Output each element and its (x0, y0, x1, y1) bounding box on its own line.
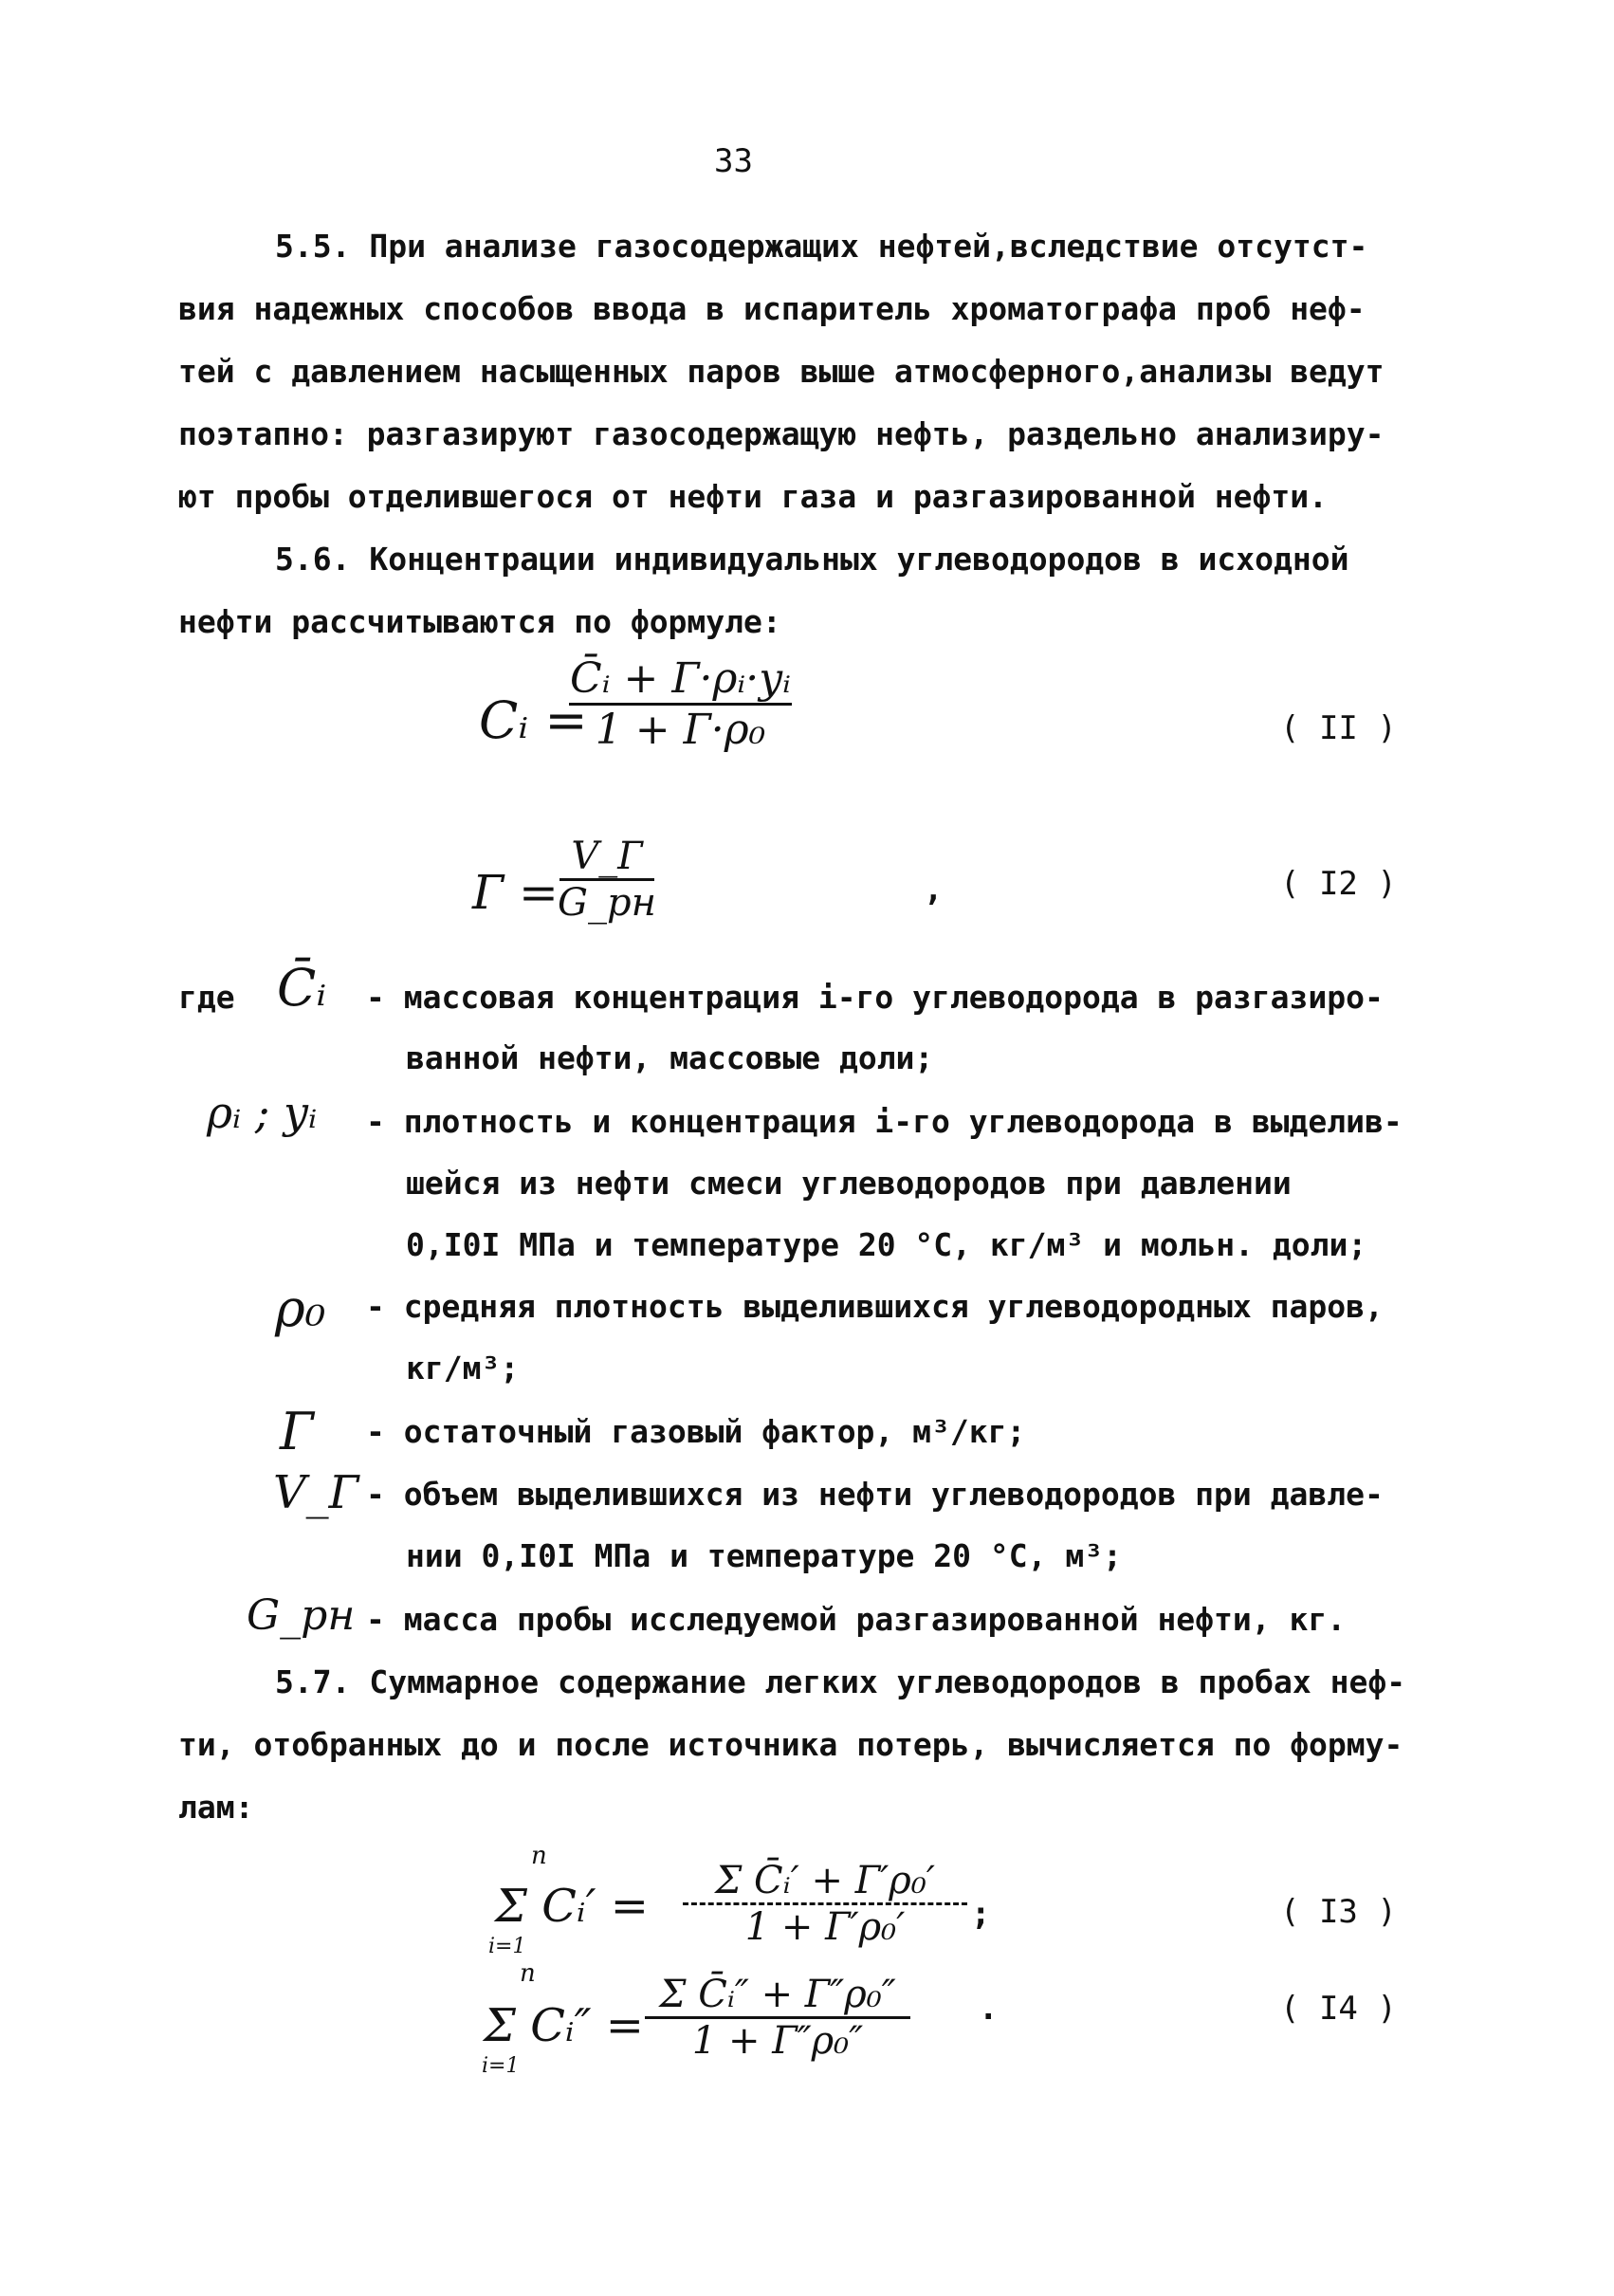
text-line: 5.5. При анализе газосодержащих нефтей,вследствие отсутст- (275, 228, 1368, 265)
formula-13-numerator: Σ C̄ᵢ′ + Г′ρ₀′ (715, 1859, 935, 1902)
formula-11-number: ( II ) (1280, 709, 1397, 747)
formula-11-denominator: 1 + Г·ρ₀ (595, 706, 766, 754)
text-line: 5.6. Концентрации индивидуальных углеводородов в исходной (275, 541, 1349, 578)
definition-symbol: ρᵢ ; yᵢ (207, 1087, 318, 1138)
definition-symbol: V_Г (273, 1466, 359, 1519)
sum-lower-limit: i=1 (482, 2054, 520, 2078)
formula-12-fraction (559, 835, 654, 925)
text-line: лам: (178, 1789, 254, 1826)
text-line: тей с давлением насыщенных паров выше атмосферного,анализы ведут (178, 353, 1385, 390)
definition-line: - средняя плотность выделившихся углеводородных паров, (366, 1288, 1384, 1325)
definition-symbol: C̄ᵢ (277, 958, 327, 1018)
formula-14-fraction (645, 1973, 910, 2063)
formula-13-lhs: Σ Cᵢ′ = (495, 1880, 649, 1933)
formula-13-fraction (683, 1859, 967, 1949)
sum-upper-limit: n (531, 1842, 547, 1870)
definition-line: - массовая концентрация i-го углеводорода в разгазиро- (366, 979, 1384, 1016)
formula-12-numerator: V_Г (571, 835, 643, 878)
definition-symbol: G_рн (247, 1591, 356, 1640)
sum-upper-limit: n (520, 1959, 536, 1988)
definition-line: - объем выделившихся из нефти углеводородов при давле- (366, 1476, 1384, 1513)
formula-13-denominator: 1 + Г′ρ₀′ (744, 1905, 906, 1949)
text-line: ют пробы отделившегося от нефти газа и разгазированной нефти. (178, 478, 1328, 515)
formula-12-denominator: G_рн (558, 881, 656, 925)
formula-13-number: ( I3 ) (1280, 1893, 1397, 1931)
definition-line: - масса пробы исследуемой разгазированной нефти, кг. (366, 1601, 1347, 1638)
formula-14-denominator: 1 + Г″ρ₀″ (691, 2019, 864, 2063)
text-line: ти, отобранных до и после источника потерь, вычисляется по форму- (178, 1726, 1403, 1763)
text-line: вия надежных способов ввода в испаритель хроматографа проб неф- (178, 290, 1366, 327)
formula-12-lhs: Г = (472, 865, 559, 920)
definition-line: кг/м³; (406, 1350, 520, 1387)
definition-line: шейся из нефти смеси углеводородов при давлении (406, 1165, 1292, 1202)
definition-line: нии 0,I0I МПа и температуре 20 °С, м³; (406, 1537, 1122, 1574)
text-line: 5.7. Суммарное содержание легких углеводородов в пробах неф- (275, 1663, 1406, 1700)
formula-14-number: ( I4 ) (1280, 1990, 1397, 2028)
definition-symbol: Г (280, 1402, 314, 1461)
definition-line: 0,I0I МПа и температуре 20 °С, кг/м³ и мольн. доли; (406, 1226, 1367, 1263)
definition-line: - остаточный газовый фактор, м³/кг; (366, 1413, 1026, 1450)
definition-line: - плотность и концентрация i-го углеводорода в выделив- (366, 1103, 1403, 1140)
definition-symbol: ρ₀ (275, 1278, 326, 1338)
text-line: поэтапно: разгазируют газосодержащую нефть, раздельно анализиру- (178, 415, 1385, 452)
formula-11-numerator: C̄ᵢ + Г·ρᵢ·yᵢ (570, 654, 791, 703)
sum-lower-limit: i=1 (488, 1935, 526, 1958)
formula-14-dot: . (979, 1990, 999, 2028)
formula-14-lhs: Σ Cᵢ″ = (484, 1999, 644, 2052)
formula-12-number: ( I2 ) (1280, 865, 1397, 903)
definition-line: ванной нефти, массовые доли; (406, 1039, 934, 1076)
text-line: нефти рассчитываются по формуле: (178, 603, 781, 640)
formula-11-fraction (569, 654, 792, 754)
formula-12-comma: , (924, 871, 944, 909)
formula-13-semicolon: ; (971, 1895, 991, 1933)
formula-11-lhs: Cᵢ = (479, 690, 588, 750)
where-word: где (178, 979, 235, 1016)
page-number: 33 (714, 142, 753, 180)
formula-14-numerator: Σ C̄ᵢ″ + Г″ρ₀″ (659, 1973, 896, 2016)
